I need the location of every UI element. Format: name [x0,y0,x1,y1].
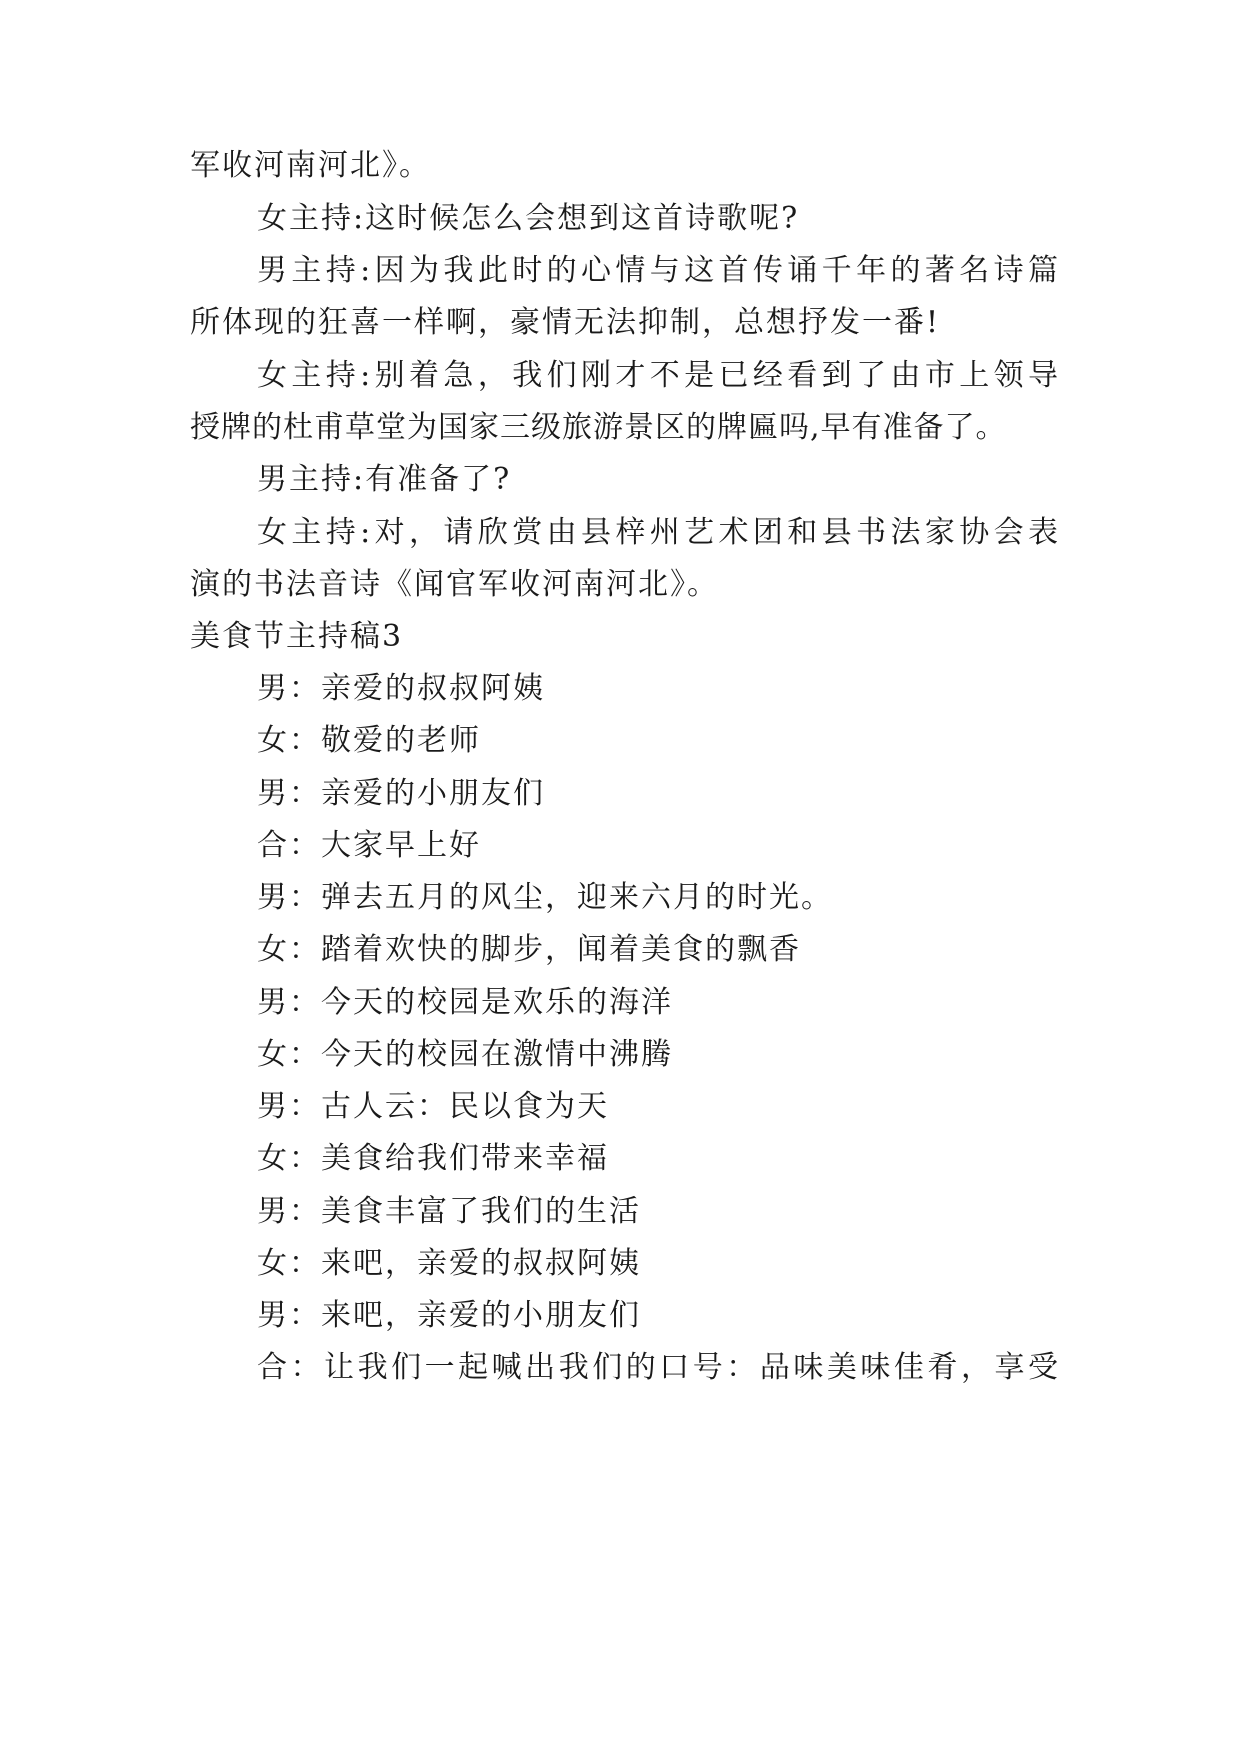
text-line: 所体现的狂喜一样啊，豪情无法抑制，总想抒发一番! [190,305,941,340]
section-heading: 美食节主持稿3 [190,619,404,654]
text-line: 军收河南河北》。 [190,148,431,183]
dialogue-line: 女：美食给我们带来幸福 [257,1141,609,1176]
dialogue-line: 女：来吧，亲爱的叔叔阿姨 [257,1246,641,1281]
dialogue-line: 男：今天的校园是欢乐的海洋 [257,985,673,1020]
text-line: 女主持:这时候怎么会想到这首诗歌呢? [257,201,800,236]
dialogue-line: 女：踏着欢快的脚步，闻着美食的飘香 [257,932,801,967]
dialogue-line: 男：弹去五月的风尘，迎来六月的时光。 [257,880,833,915]
dialogue-line: 男：美食丰富了我们的生活 [257,1194,641,1229]
dialogue-line: 男：古人云：民以食为天 [257,1089,609,1124]
dialogue-line: 合：大家早上好 [257,828,481,863]
text-line: 女主持:别着急，我们刚才不是已经看到了由市上领导 [257,358,1060,393]
text-line: 男主持:有准备了? [257,462,512,497]
dialogue-line: 女：今天的校园在激情中沸腾 [257,1037,673,1072]
dialogue-line: 合：让我们一起喊出我们的口号：品味美味佳肴，享受 [257,1350,1060,1385]
text-line: 演的书法音诗《闻官军收河南河北》。 [190,567,719,602]
dialogue-line: 男：亲爱的叔叔阿姨 [257,671,545,706]
text-line: 女主持:对，请欣赏由县梓州艺术团和县书法家协会表 [257,515,1060,550]
dialogue-line: 男：亲爱的小朋友们 [257,776,545,811]
text-line: 授牌的杜甫草堂为国家三级旅游景区的牌匾吗,早有准备了。 [190,410,1007,445]
dialogue-line: 男：来吧，亲爱的小朋友们 [257,1298,641,1333]
text-line: 男主持:因为我此时的心情与这首传诵千年的著名诗篇 [257,253,1060,288]
dialogue-line: 女：敬爱的老师 [257,723,481,758]
